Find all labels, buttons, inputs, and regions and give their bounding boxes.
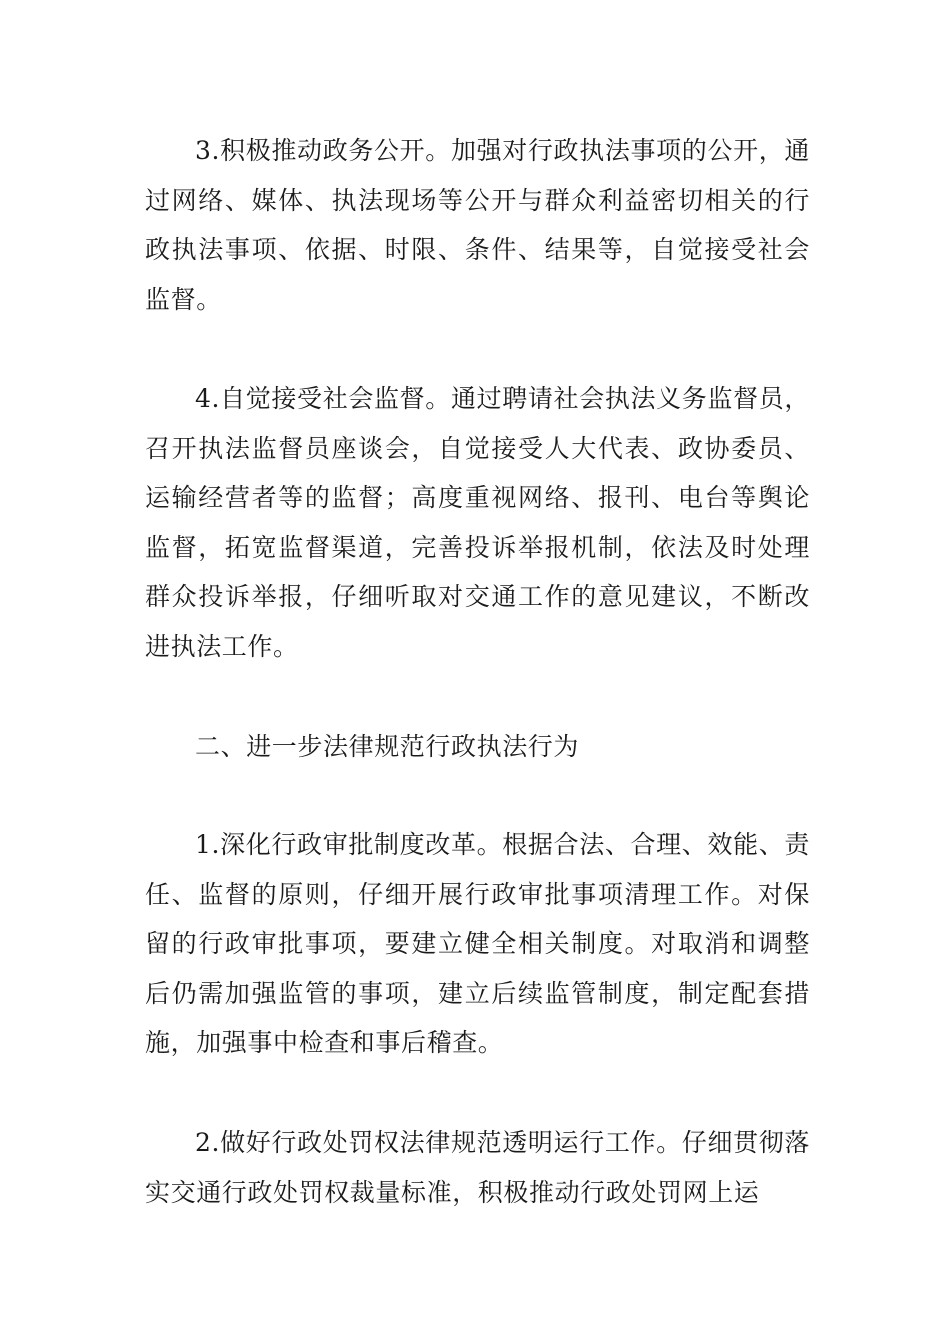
paragraph-social-supervision: 4.自觉接受社会监督。通过聘请社会执法义务监督员，召开执法监督员座谈会，自觉接受人大代表、政协委员、运输经营者等的监督；高度重视网络、报刊、电台等舆论监督，拓宽监督渠道，完善投诉举报机制，依法及时处理群众投诉举报，仔细听取对交通工作的意见建议，不断改进执法工作。 [145,384,810,661]
section-heading: 二、进一步法律规范行政执法行为 [195,732,580,761]
paragraph-government-openness: 3.积极推动政务公开。加强对行政执法事项的公开，通过网络、媒体、执法现场等公开与群众利益密切相关的行政执法事项、依据、时限、条件、结果等，自觉接受社会监督。 [145,136,810,314]
paragraph-approval-reform: 1.深化行政审批制度改革。根据合法、合理、效能、责任、监督的原则，仔细开展行政审批事项清理工作。对保留的行政审批事项，要建立健全相关制度。对取消和调整后仍需加强监管的事项，建立后续监管制度，制定配套措施，加强事中检查和事后稽查。 [145,830,810,1057]
paragraph-penalty-transparency: 2.做好行政处罚权法律规范透明运行工作。仔细贯彻落实交通行政处罚权裁量标准，积极推动行政处罚网上运 [145,1128,810,1207]
